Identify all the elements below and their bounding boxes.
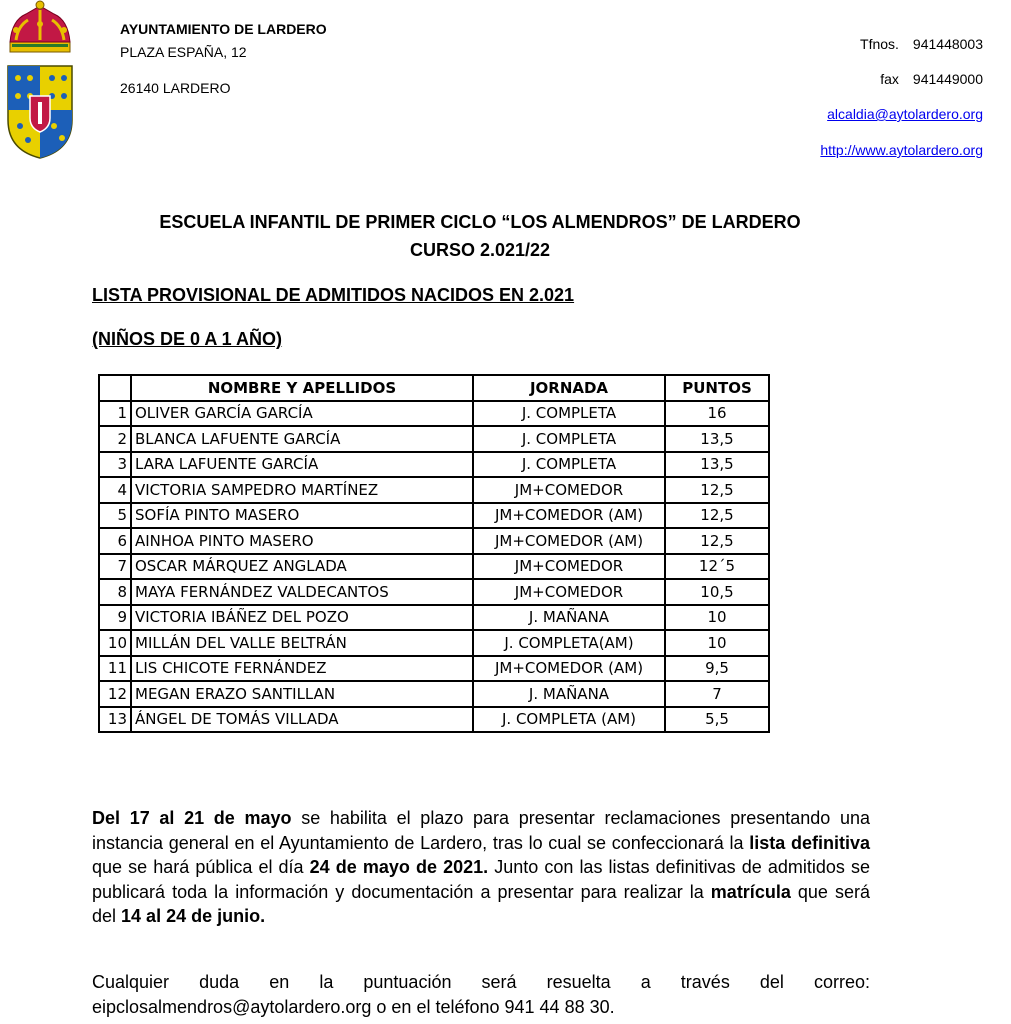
row-name: ÁNGEL DE TOMÁS VILLADA xyxy=(131,707,473,733)
course-title: CURSO 2.021/22 xyxy=(409,240,551,260)
table-row xyxy=(99,605,769,631)
contact-note: Cualquier duda en la puntuación será resuelta a través del correo: eipclosalmendros@aytolardero.org o en el teléfono 941 44 88 30. xyxy=(92,972,870,1017)
row-puntos: 10,5 xyxy=(665,579,769,605)
row-name: LIS CHICOTE FERNÁNDEZ xyxy=(131,656,473,682)
claims-dates: Del 17 al 21 de mayo xyxy=(92,808,292,828)
row-jornada: JM+COMEDOR xyxy=(473,554,665,580)
row-name: OSCAR MÁRQUEZ ANGLADA xyxy=(131,554,473,580)
row-puntos: 12,5 xyxy=(665,477,769,503)
row-number: 9 xyxy=(99,605,131,631)
claims-notice xyxy=(92,806,870,929)
email-line xyxy=(827,106,983,122)
row-name: MAYA FERNÁNDEZ VALDECANTOS xyxy=(131,579,473,605)
table-row xyxy=(99,401,769,427)
row-name: LARA LAFUENTE GARCÍA xyxy=(131,452,473,478)
row-number: 12 xyxy=(99,681,131,707)
notice-text-2: que se hará pública el día xyxy=(92,857,310,877)
row-jornada: J. MAÑANA xyxy=(473,605,665,631)
row-jornada: JM+COMEDOR xyxy=(473,579,665,605)
row-jornada: J. MAÑANA xyxy=(473,681,665,707)
notice-text-1: se habilita el plazo para presentar reclamaciones presentando una instancia general en el Ayuntamiento de Lardero, tras lo cual se confeccionará la xyxy=(92,808,870,853)
row-jornada: J. COMPLETA (AM) xyxy=(473,707,665,733)
header-name: NOMBRE Y APELLIDOS xyxy=(131,375,473,401)
email-link[interactable]: alcaldia@aytolardero.org xyxy=(827,106,983,122)
row-puntos: 7 xyxy=(665,681,769,707)
fax-line xyxy=(880,71,983,87)
row-name: OLIVER GARCÍA GARCÍA xyxy=(131,401,473,427)
table-row xyxy=(99,528,769,554)
row-puntos: 13,5 xyxy=(665,426,769,452)
fax-number: 941449000 xyxy=(912,71,983,87)
row-name: BLANCA LAFUENTE GARCÍA xyxy=(131,426,473,452)
row-name: VICTORIA SAMPEDRO MARTÍNEZ xyxy=(131,477,473,503)
notice-text-4: que será del xyxy=(92,881,870,926)
phone-line xyxy=(860,36,983,52)
notice-text-3: Junto con las listas definitivas de admitidos se publicará toda la información y documentación a presentar para realizar la xyxy=(92,857,870,902)
table-row xyxy=(99,426,769,452)
row-puntos: 12,5 xyxy=(665,503,769,529)
row-jornada: JM+COMEDOR (AM) xyxy=(473,528,665,554)
row-puntos: 12,5 xyxy=(665,528,769,554)
row-name: MILLÁN DEL VALLE BELTRÁN xyxy=(131,630,473,656)
organization-name: AYUNTAMIENTO DE LARDERO xyxy=(120,21,327,37)
table-row xyxy=(99,554,769,580)
phone-number: 941448003 xyxy=(912,36,983,52)
row-number: 2 xyxy=(99,426,131,452)
row-name: VICTORIA IBÁÑEZ DEL POZO xyxy=(131,605,473,631)
row-number: 8 xyxy=(99,579,131,605)
organization-street: PLAZA ESPAÑA, 12 xyxy=(120,44,247,60)
table-row xyxy=(99,477,769,503)
header-number xyxy=(99,375,131,401)
enrolment-term: matrícula xyxy=(710,881,791,902)
row-puntos: 13,5 xyxy=(665,452,769,478)
row-name: AINHOA PINTO MASERO xyxy=(131,528,473,554)
fax-label: fax xyxy=(880,71,899,87)
website-link[interactable]: http://www.aytolardero.org xyxy=(820,142,983,158)
row-number: 6 xyxy=(99,528,131,554)
final-list-term: lista definitiva xyxy=(749,832,870,853)
table-row xyxy=(99,656,769,682)
table-row xyxy=(99,630,769,656)
row-puntos: 10 xyxy=(665,630,769,656)
table-row xyxy=(99,503,769,529)
row-number: 13 xyxy=(99,707,131,733)
document-title: ESCUELA INFANTIL DE PRIMER CICLO “LOS ALMENDROS” DE LARDERO xyxy=(159,212,801,232)
row-number: 10 xyxy=(99,630,131,656)
row-jornada: J. COMPLETA xyxy=(473,426,665,452)
table-row xyxy=(99,681,769,707)
header-puntos: PUNTOS xyxy=(665,375,769,401)
row-number: 1 xyxy=(99,401,131,427)
row-puntos: 10 xyxy=(665,605,769,631)
table-header-row xyxy=(99,375,769,401)
age-group-heading: (NIÑOS DE 0 A 1 AÑO) xyxy=(92,329,283,349)
row-name: MEGAN ERAZO SANTILLAN xyxy=(131,681,473,707)
table-row xyxy=(99,579,769,605)
row-jornada: JM+COMEDOR (AM) xyxy=(473,656,665,682)
header-jornada: JORNADA xyxy=(473,375,665,401)
row-jornada: J. COMPLETA xyxy=(473,452,665,478)
organization-city: 26140 LARDERO xyxy=(120,80,231,96)
enrolment-dates: 14 al 24 de junio. xyxy=(121,906,266,926)
row-puntos: 5,5 xyxy=(665,707,769,733)
table-row xyxy=(99,452,769,478)
table-row xyxy=(99,707,769,733)
admitted-table xyxy=(98,374,770,733)
row-jornada: JM+COMEDOR xyxy=(473,477,665,503)
row-number: 5 xyxy=(99,503,131,529)
row-number: 7 xyxy=(99,554,131,580)
list-heading: LISTA PROVISIONAL DE ADMITIDOS NACIDOS EN 2.021 xyxy=(92,285,575,305)
row-number: 11 xyxy=(99,656,131,682)
row-jornada: J. COMPLETA(AM) xyxy=(473,630,665,656)
row-number: 3 xyxy=(99,452,131,478)
row-puntos: 12´5 xyxy=(665,554,769,580)
row-puntos: 16 xyxy=(665,401,769,427)
row-jornada: J. COMPLETA xyxy=(473,401,665,427)
row-name: SOFÍA PINTO MASERO xyxy=(131,503,473,529)
final-list-date: 24 de mayo de 2021. xyxy=(309,857,489,877)
lardero-coat-of-arms xyxy=(2,0,78,160)
row-puntos: 9,5 xyxy=(665,656,769,682)
row-number: 4 xyxy=(99,477,131,503)
row-jornada: JM+COMEDOR (AM) xyxy=(473,503,665,529)
website-line xyxy=(820,142,983,158)
phone-label: Tfnos. xyxy=(860,36,899,52)
